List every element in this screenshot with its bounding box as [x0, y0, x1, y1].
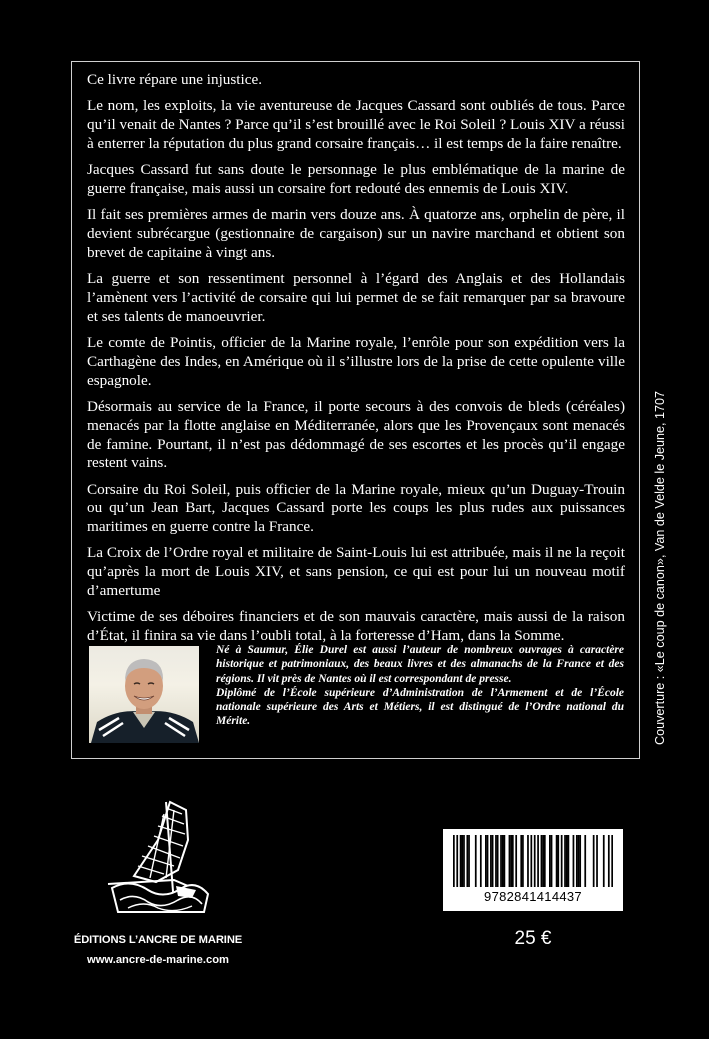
author-bio-line: Diplômé de l’École supérieure d’Administration de l’Armement et de l’École nationale supérieure des Arts et Métiers, il est distingué de l’Ordre national du Mérite. — [216, 686, 624, 728]
back-cover-blurb — [87, 71, 625, 653]
blurb-paragraph: Ce livre répare une injustice. — [87, 71, 263, 88]
barcode-bar — [475, 835, 477, 887]
barcode-bar — [502, 835, 504, 887]
barcode-bar — [564, 835, 566, 887]
barcode-bar — [568, 835, 570, 887]
isbn-barcode — [443, 829, 623, 911]
barcode-bar — [611, 835, 613, 887]
author-photo — [89, 646, 199, 743]
barcode-bar — [487, 835, 489, 887]
barcode-bar — [573, 835, 575, 887]
blurb-paragraph: Corsaire du Roi Soleil, puis officier de la Marine royale, mieux qu’un Duguay-Trouin ou qu’un Jean Bart, Jacques Cassard porte les coups les plus rudes aux puissances maritimes en guerre contre la France. — [87, 480, 625, 536]
barcode-bar — [460, 835, 462, 887]
author-bio — [216, 643, 624, 729]
price: 25 € — [514, 928, 552, 949]
barcode-bars — [453, 835, 613, 887]
blurb-paragraph: Jacques Cassard fut sans doute le personnage le plus emblématique de la marine de guerre française, mais aussi un corsaire fort redouté des ennemis de Louis XIV. — [87, 161, 625, 197]
barcode-bar — [509, 835, 511, 887]
barcode-bar — [463, 835, 465, 887]
barcode-bar — [542, 835, 544, 887]
barcode-bar — [603, 835, 605, 887]
barcode-bar — [566, 835, 568, 887]
publisher-website[interactable]: www.ancre-de-marine.com — [87, 954, 229, 966]
barcode-bar — [593, 835, 595, 887]
barcode-bar — [504, 835, 506, 887]
barcode-bar — [541, 835, 543, 887]
barcode-bar — [578, 835, 580, 887]
barcode-bar — [466, 835, 468, 887]
barcode-bar — [500, 835, 502, 887]
barcode-bar — [490, 835, 492, 887]
barcode-bar — [537, 835, 539, 887]
barcode-bar — [510, 835, 512, 887]
barcode-bar — [544, 835, 546, 887]
barcode-bar — [527, 835, 529, 887]
author-bio-line: Né à Saumur, Élie Durel est aussi l’auteur de nombreux ouvrages à caractère historique et patrimoniaux, des beaux livres et des almanachs de la France et des régions. Il vit près de Nantes où il est correspondant de presse. — [216, 644, 624, 685]
barcode-bar — [534, 835, 536, 887]
barcode-bar — [485, 835, 487, 887]
barcode-bar — [468, 835, 470, 887]
barcode-bar — [520, 835, 522, 887]
barcode-bar — [522, 835, 524, 887]
anchor-publisher-logo — [104, 800, 216, 916]
barcode-bar — [456, 835, 458, 887]
barcode-bar — [453, 835, 455, 887]
cover-credit: Couverture : «Le coup de canon», Van de Velde le Jeune, 1707 — [653, 390, 667, 745]
barcode-bar — [480, 835, 482, 887]
barcode-bar — [596, 835, 598, 887]
barcode-bar — [557, 835, 559, 887]
blurb-paragraph: Le nom, les exploits, la vie aventureuse de Jacques Cassard sont oubliés de tous. Parce qu’il venait de Nantes ? Parce qu’il s’est brouillé avec le Roi Soleil ? Louis XIV a réussi à enterrer la réputation du plus grand corsaire français… il est temps de la faire renaître. — [87, 97, 625, 152]
barcode-bar — [495, 835, 497, 887]
blurb-paragraph: Désormais au service de la France, il porte secours à des convois de bleds (céréales) menacés par la flotte anglaise en Méditerranée, alors que les Provençaux sont menacés de famine. Pourtant, il n’est pas dédommagé de ses escortes et les procès qu’il engage restent vains. — [87, 397, 625, 472]
barcode-bar — [549, 835, 551, 887]
publisher-name: ÉDITIONS L’ANCRE DE MARINE — [73, 934, 243, 946]
barcode-bar — [512, 835, 514, 887]
blurb-paragraph: La guerre et son ressentiment personnel à l’égard des Anglais et des Hollandais l’amènent vers l’activité de corsaire qui lui permet de se fait remarquer par sa bravoure et ses talents de manoeuvrier. — [87, 269, 625, 325]
barcode-bar — [579, 835, 581, 887]
barcode-bar — [497, 835, 499, 887]
barcode-bar — [584, 835, 586, 887]
barcode-bar — [576, 835, 578, 887]
barcode-bar — [561, 835, 563, 887]
isbn-number: 9782841414437 — [484, 889, 582, 904]
barcode-bar — [556, 835, 558, 887]
barcode-bar — [461, 835, 463, 887]
barcode-bar — [551, 835, 553, 887]
barcode-bar — [608, 835, 610, 887]
blurb-paragraph: La Croix de l’Ordre royal et militaire de Saint-Louis lui est attribuée, mais il ne la reçoit qu’après la mort de Louis XIV, et sans pension, ce qui est pour lui un nouveau motif d’amertume — [87, 544, 625, 600]
blurb-paragraph: Victime de ses déboires financiers et de son mauvais caractère, mais aussi de la raison d’État, il finira sa vie dans l’oubli total, à la forteresse d’Ham, dans la Somme. — [87, 608, 625, 645]
barcode-bar — [492, 835, 494, 887]
blurb-paragraph: Le comte de Pointis, officier de la Marine royale, l’enrôle pour son expédition vers la Carthagène des Indes, en Amérique où il s’illustre lors de la prise de cette opulente ville espagnole. — [87, 333, 625, 389]
barcode-bar — [515, 835, 517, 887]
blurb-paragraph: Il fait ses premières armes de marin vers douze ans. À quatorze ans, orphelin de père, il devient subrécargue (gestionnaire de cargaison) sur un navire marchand et obtient son brevet de capitaine à vingt ans. — [87, 206, 625, 261]
barcode-bar — [530, 835, 532, 887]
